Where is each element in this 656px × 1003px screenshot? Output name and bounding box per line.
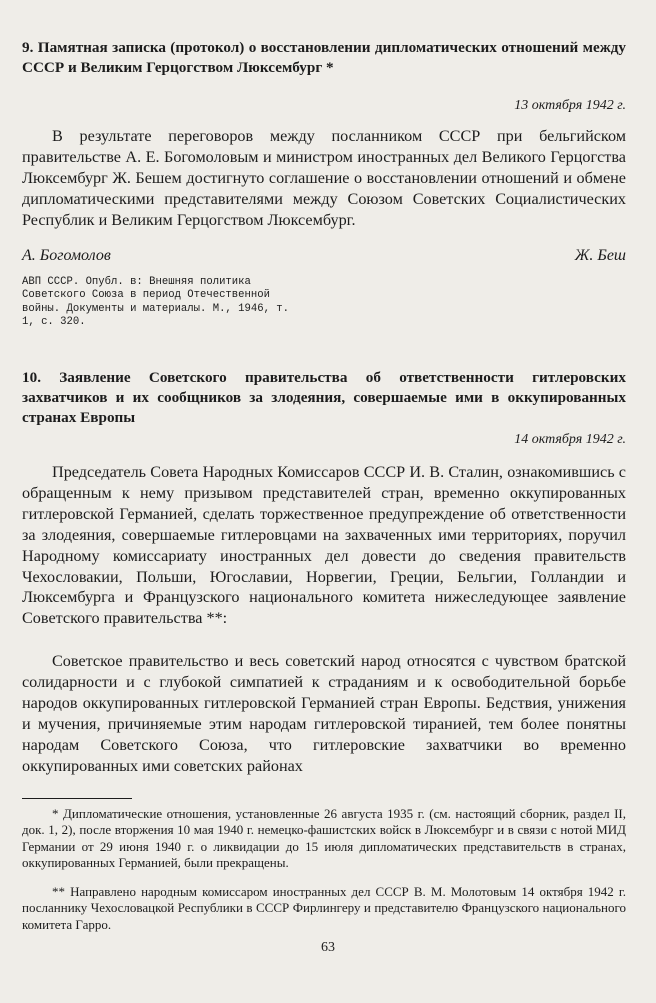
doc10-date: 14 октября 1942 г. [514, 432, 626, 447]
signature-besh: Ж. Беш [574, 247, 626, 264]
doc10-paragraph-2: Советское правительство и весь советский народ относятся с чувством братской солидарности и с глубокой симпатией к страданиям и к освободительной борьбе народов оккупированных гитлеровской Германией стран Европы. Бедствия, унижения и мучения, причиняемые этим народам гитлеровской тиранией, тем более понятны народам Советского Союза, что гитлеровские захватчики во временно оккупированных ими советских районах [22, 652, 626, 775]
footnote-2: ** Направлено народным комиссаром иностранных дел СССР В. М. Молотовым 14 октября 1942 г. посланнику Чехословацкой Республики в СССР Фирлингеру и представителю Французского национального комитета Гарро. [22, 884, 626, 932]
page-number: 63 [321, 940, 335, 955]
doc9-source: АВП СССР. Опубл. в: Внешняя политика Советского Союза в период Отечественной войны. Документы и материалы. М., 1946, т. 1, с. 320. [22, 276, 290, 329]
doc9-date: 13 октября 1942 г. [514, 98, 626, 113]
doc10-title: 10. Заявление Советского правительства об ответственности гитлеровских захватчиков и их сообщников за злодеяния, совершаемые ими в оккупированных странах Европы [22, 369, 626, 426]
footnote-divider [22, 798, 132, 799]
footnote-1: * Дипломатические отношения, установленные 26 августа 1935 г. (см. настоящий сборник, раздел II, док. 1, 2), после вторжения 10 мая 1940 г. немецко-фашистских войск в Люксембург и в связи с нотой МИД Германии от 29 июня 1940 г. о ликвидации до 15 июля дипломатических представительств в странах, оккупированных Германией, были прекращены. [22, 806, 626, 870]
signature-bogomolov: А. Богомолов [22, 247, 111, 264]
doc9-body: В результате переговоров между посланником СССР при бельгийском правительстве А. Е. Богомоловым и министром иностранных дел Великого Герцогства Люксембург Ж. Бешем достигнуто соглашение о восстановлении отношений и обмене дипломатическими представителями между Союзом Советских Социалистических Республик и Великим Герцогством Люксембург. [22, 127, 626, 229]
doc9-title: 9. Памятная записка (протокол) о восстановлении дипломатических отношений между СССР и Великим Герцогством Люксембург * [22, 39, 626, 76]
doc10-paragraph-1: Председатель Совета Народных Комиссаров СССР И. В. Сталин, ознакомившись с обращенным к нему призывом представителей стран, временно оккупированных гитлеровской Германией, сделать торжественное предупреждение об ответственности за злодеяния, совершаемые гитлеровцами на захваченных ими территориях, поручил Народному комиссариату иностранных дел довести до сведения правительств Чехословакии, Польши, Югославии, Норвегии, Греции, Бельгии, Голландии и Люксембурга и Французского национального комитета нижеследующее заявление Советского правительства **: [22, 463, 626, 628]
